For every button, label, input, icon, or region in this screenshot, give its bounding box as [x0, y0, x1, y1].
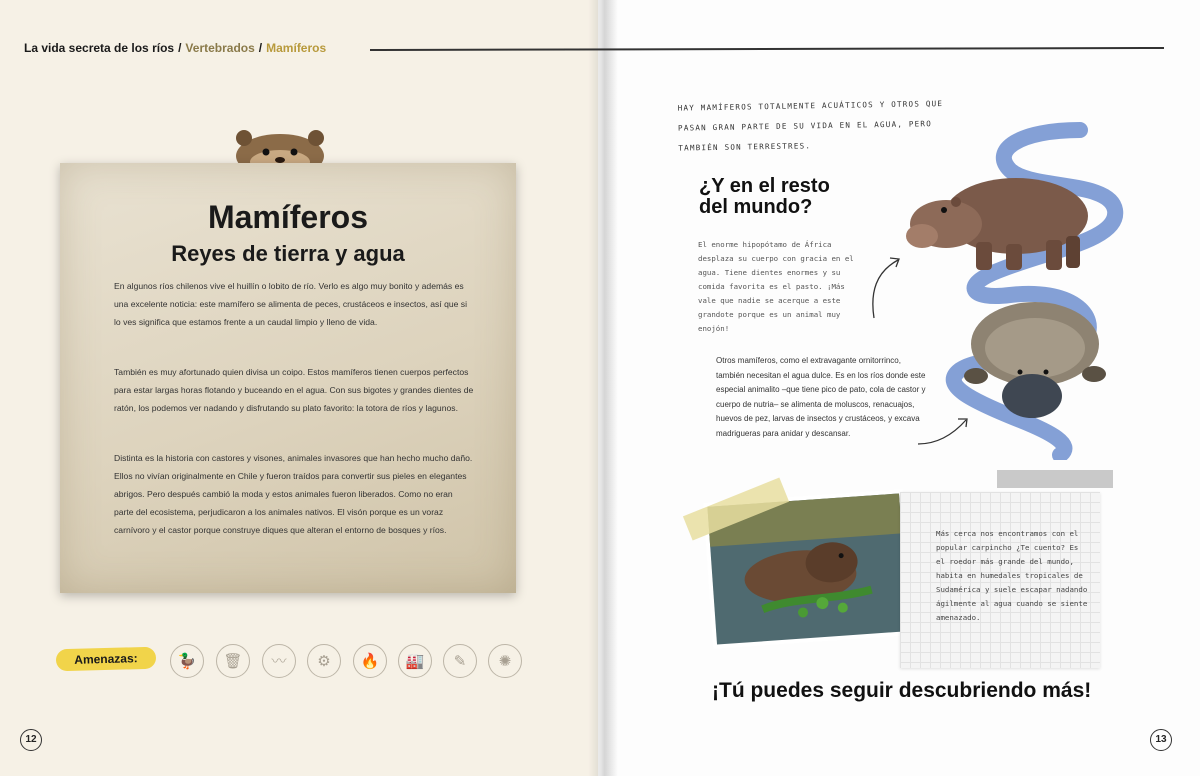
arrow-to-platypus-icon [914, 414, 972, 450]
arrow-to-hippo-icon [866, 252, 906, 322]
wave-icon: 〰 [262, 644, 296, 678]
card-paragraph: En algunos ríos chilenos vive el huillín o lobito de río. Verlo es algo muy bonito y además es una excelente noticia: este mamífero se alimenta de peces, crustáceos e insectos, así que si lo ves significa que estamos frente a un caudal limpio y lleno de vida. [114, 281, 468, 327]
factory-icon: 🏭 [398, 644, 432, 678]
intro-handwritten-note: HAY MAMÍFEROS TOTALMENTE ACUÁTICOS Y OTROS QUE PASAN GRAN PARTE DE SU VIDA EN EL AGUA, PERO TAMBIÉN SON TERRESTRES. [677, 98, 944, 153]
card-subtitle: Reyes de tierra y agua [171, 241, 405, 266]
virus-icon: ✺ [488, 644, 522, 678]
hippo-illustration [906, 164, 1096, 276]
duck-icon: 🦆 [170, 644, 204, 678]
pollution-icon: ✎ [443, 644, 477, 678]
page-number-left: 12 [20, 729, 42, 751]
breadcrumb-separator: / [258, 41, 263, 55]
fire-icon: 🔥 [353, 644, 387, 678]
trash-icon: 🗑 [216, 644, 250, 678]
closing-line: ¡Tú puedes seguir descubriendo más! [712, 679, 1092, 702]
breadcrumb-root[interactable]: La vida secreta de los ríos [24, 41, 175, 55]
breadcrumb [24, 41, 326, 55]
breadcrumb-separator: / [178, 41, 182, 55]
card-paragraph: También es muy afortunado quien divisa un coipo. Estos mamíferos tienen cuerpos perfectos para estar largas horas flotando y buceando en el agua. Con sus bigotes y grandes dientes de ratón, los podemos ver nadando y disfrutando su plato favorito: la totora de ríos y lagunos. [114, 367, 474, 413]
page-number-right: 13 [1150, 729, 1172, 751]
pipe-icon: ⚙ [307, 644, 341, 678]
info-card [60, 163, 516, 593]
platypus-illustration [960, 296, 1110, 426]
threats-label: Amenazas: [56, 647, 157, 672]
book-gutter [588, 0, 618, 776]
hippo-description: El enorme hipopótamo de África desplaza su cuerpo con gracia en el agua. Tiene dientes enormes y su comida favorita es el pasto. ¡Más vale que nadie se acerque a este grandote porque es un animal muy enojón! [698, 240, 854, 333]
breadcrumb-current: Mamíferos [266, 41, 327, 55]
grey-tape-strip [997, 470, 1113, 488]
card-title: Mamíferos [207, 199, 369, 235]
capybara-description: Más cerca nos encontramos con el popular carpincho ¿Te cuento? Es el roedor más grande del mundo, habita en humedales tropicales de Sudamérica y suele escapar nadando ágilmente al agua cuando se siente amenazado. [936, 529, 1088, 622]
card-paragraph: Distinta es la historia con castores y visones, animales invasores que han hecho mucho daño. Ellos no vivían originalmente en Chile y fueron traídos para convertir sus pieles en elegantes abrigos. Pero después cambió la moda y estos animales fueron liberados. Como no eran parte del ecosistema, perjudicaron a los animales nativos. El visón porque es un voraz carnívoro y el castor porque construye diques que alteran el entorno de bosques y ríos. [114, 453, 473, 535]
breadcrumb-middle[interactable]: Vertebrados [185, 41, 255, 55]
rest-of-world-title: ¿Y en el resto del mundo? [699, 175, 830, 218]
platypus-description: Otros mamíferos, como el extravagante ornitorrinco, también necesitan el agua dulce. Es en los ríos donde este especial animalito –que tiene pico de pato, cola de castor y cuerpo de nutria– se alimenta de moluscos, renacuajos, huevos de pez, larvas de insectos y crustáceos, y excava madrigueras para anidar y descansar. [716, 356, 926, 438]
